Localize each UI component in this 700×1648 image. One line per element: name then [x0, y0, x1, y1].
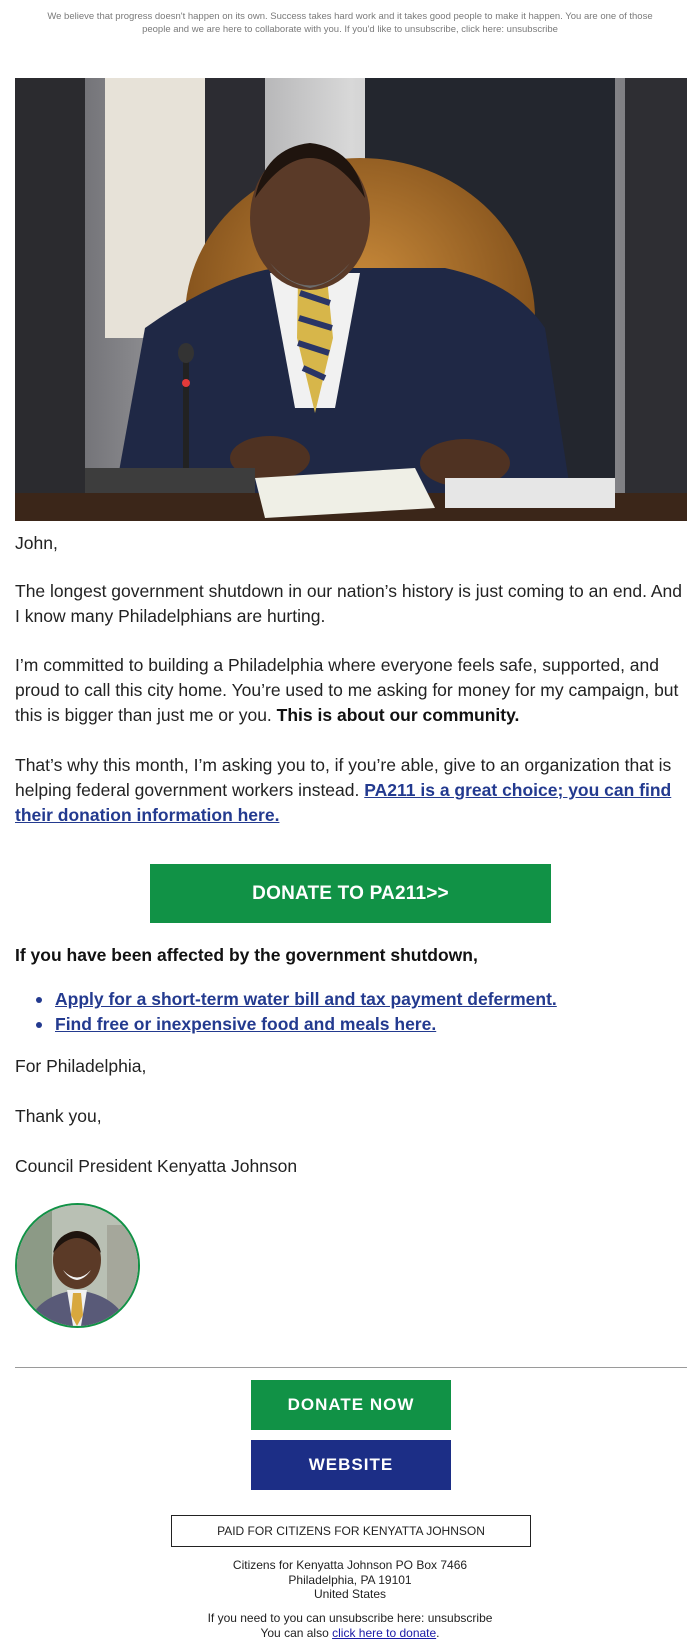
donate-footer-line [150, 1626, 550, 1641]
paragraph-community-emphasis: This is about our community. [276, 705, 520, 725]
list-item [15, 1012, 687, 1037]
greeting: John, [15, 533, 58, 553]
address-line-2: Philadelphia, PA 19101 [288, 1572, 412, 1587]
hero-photo [15, 78, 687, 521]
pa211-donation-link[interactable]: PA211 is a great choice; you can find their donation information here. [15, 780, 672, 825]
paragraph-community-text: I’m committed to building a Philadelphia where everyone feels safe, supported, and proud to call this city home. You’re used to me asking for money for my campaign, but this is bigger than just me or you. [15, 655, 679, 725]
closing-thank-you: Thank you, [15, 1106, 102, 1126]
address-line-3: United States [313, 1587, 387, 1601]
paragraph-shutdown: The longest government shutdown in our nation’s history is just coming to an end. And I know many Philadelphians are hurting. [15, 581, 683, 626]
paragraph-pa211-text: That’s why this month, I’m asking you to, if you’re able, give to an organization that is helping federal government workers instead. [15, 755, 672, 800]
click-here-to-donate-link[interactable]: click here to donate [332, 1625, 437, 1640]
donate-footer-suffix: . [436, 1625, 440, 1640]
avatar-portrait [17, 1205, 138, 1326]
donate-to-pa211-button[interactable]: DONATE TO PA211>> [150, 864, 551, 923]
paragraph-community [15, 653, 687, 728]
paragraph-pa211 [15, 753, 687, 828]
hero-photo-illustration [15, 78, 687, 521]
footer-divider [15, 1367, 687, 1368]
list-item [15, 987, 687, 1012]
food-meals-link[interactable]: Find free or inexpensive food and meals here. [55, 1014, 437, 1034]
signature: Council President Kenyatta Johnson [15, 1156, 298, 1176]
website-button[interactable]: WEBSITE [251, 1440, 451, 1490]
avatar [15, 1203, 140, 1328]
affected-heading: If you have been affected by the government shutdown, [15, 945, 478, 965]
closing-philadelphia: For Philadelphia, [15, 1056, 147, 1076]
water-bill-deferment-link[interactable]: Apply for a short-term water bill and tax payment deferment. [55, 989, 557, 1009]
donate-now-button[interactable]: DONATE NOW [251, 1380, 451, 1430]
mailing-address [150, 1558, 550, 1602]
preheader-text: We believe that progress doesn't happen on its own. Success takes hard work and it takes good people to make it happen. You are one of those people and we are here to collaborate with you. If you'd like to unsubscribe, click here: unsubscribe [47, 11, 653, 35]
paid-for-disclaimer: PAID FOR CITIZENS FOR KENYATTA JOHNSON [171, 1515, 531, 1547]
address-line-1: Citizens for Kenyatta Johnson PO Box 7466 [232, 1558, 468, 1572]
resources-list [15, 987, 687, 1037]
donate-footer-prefix: You can also [260, 1625, 333, 1640]
unsubscribe-text[interactable]: If you need to you can unsubscribe here: unsubscribe [207, 1611, 493, 1625]
footer-unsubscribe [150, 1611, 550, 1640]
